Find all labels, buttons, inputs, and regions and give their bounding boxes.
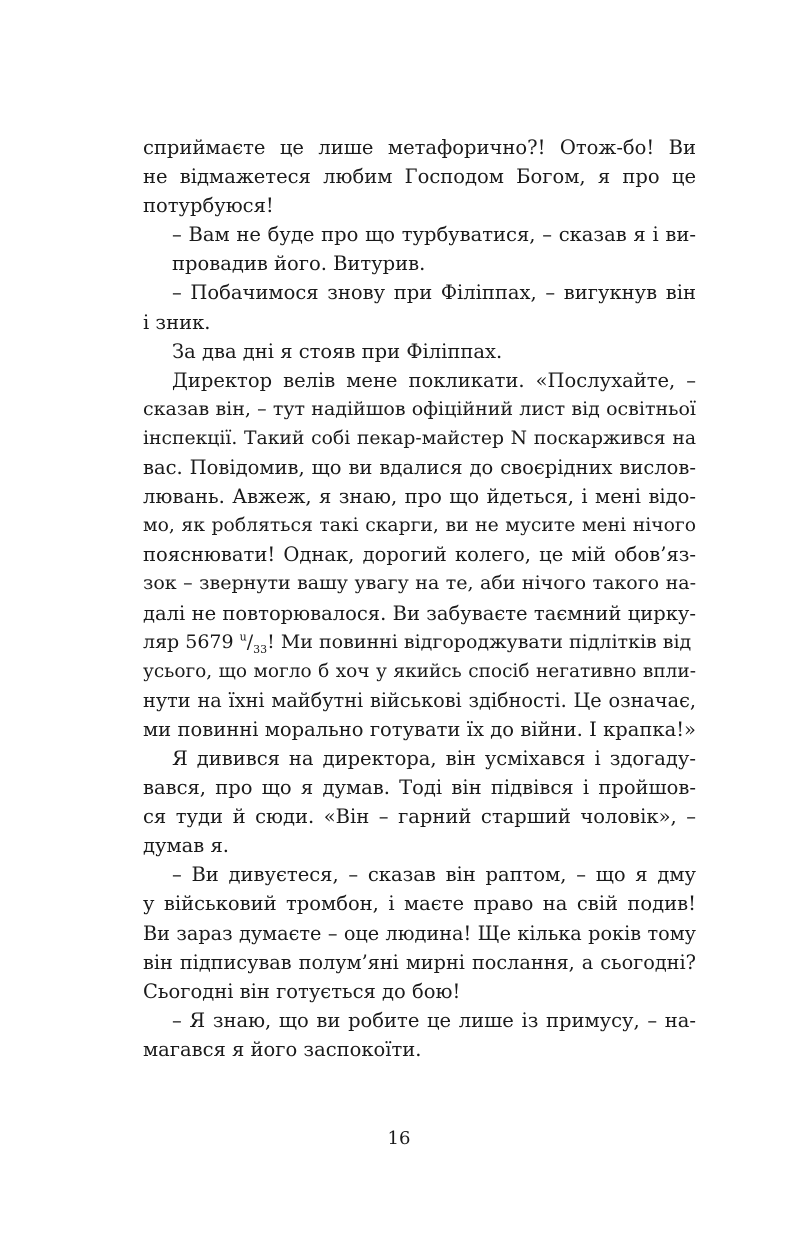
text-line: ся туди й сюди. «Він – гарний старший чоловік», –: [143, 805, 696, 829]
text-line: провадив його. Витурив.: [172, 252, 426, 276]
fraction-numerator: u: [239, 630, 247, 644]
line-start: ляр 5679: [143, 630, 234, 653]
text-line: Сьогодні він готується до бою!: [143, 979, 461, 1003]
text-line: вався, про що я думав. Тоді він підвівся і пройшов-: [143, 776, 696, 800]
text-line: зок – звернути вашу увагу на те, аби нічого такого на-: [143, 572, 696, 595]
text-line: потурбуюся!: [143, 194, 274, 218]
text-line: магався я його заспокоїти.: [143, 1037, 422, 1061]
text-line: Я дивився на директора, він усміхався і здогаду-: [172, 746, 696, 770]
text-line: не відмажетеся любим Господом Богом, я про це: [143, 165, 696, 189]
text-line: у військовий тромбон, і маєте право на свій подив!: [143, 892, 696, 916]
text-line-with-fraction: [143, 628, 696, 657]
text-line: За два дні я стояв при Філіппах.: [172, 339, 503, 363]
page-number: 16: [387, 1128, 411, 1149]
text-line: лювань. Авжеж, я знаю, про що йдеться, і мені відо-: [143, 485, 696, 509]
text-line: Директор велів мене покликати. «Послухайте, –: [172, 368, 696, 392]
text-line: інспекції. Такий собі пекар-майстер N поскаржився на: [143, 427, 696, 449]
text-line: Ви зараз думаєте – оце людина! Ще кілька років тому: [143, 921, 696, 945]
text-line: далі не повторювалося. Ви забуваєте таємний цирку-: [143, 601, 696, 625]
text-line: ми повинні морально готувати їх до війни. І крапка!»: [143, 717, 696, 741]
text-line: і зник.: [143, 310, 211, 334]
body-text: [143, 133, 696, 1064]
text-line: – Побачимося знову при Філіппах, – вигукнув він: [172, 281, 696, 305]
text-line: пояснювати! Однак, дорогий колего, це мій обов’яз-: [143, 543, 696, 567]
text-line: – Я знаю, що ви робите це лише із примусу, – на-: [172, 1008, 696, 1032]
text-line: він підписував полум’яні мирні послання, а сьогодні?: [143, 950, 696, 974]
fraction-denominator: 33: [253, 642, 268, 656]
text-line: сприймаєте це лише метафорично?! Отож-бо! Ви: [143, 136, 696, 159]
text-line: нути на їхні майбутні військові здібності. Це означає,: [143, 688, 696, 712]
line-end: ! Ми повинні відгороджувати підлітків від: [267, 630, 692, 653]
text-line: усього, що могло б хоч у якийсь спосіб негативно впли-: [143, 660, 696, 682]
circular-fraction: $^u/_{33}$: [239, 630, 268, 656]
text-line: – Вам не буде про що турбуватися, – сказав я і ви-: [172, 223, 696, 247]
text-line: мо, як робляться такі скарги, ви не мусите мені нічого: [143, 515, 696, 537]
text-line: вас. Повідомив, що ви вдалися до своєрідних вислов-: [143, 456, 696, 480]
text-line: сказав він, – тут надійшов офіційний лист від освітньої: [143, 397, 696, 420]
text-line: думав я.: [143, 834, 229, 858]
text-line: – Ви дивуєтеся, – сказав він раптом, – що я дму: [172, 863, 696, 887]
